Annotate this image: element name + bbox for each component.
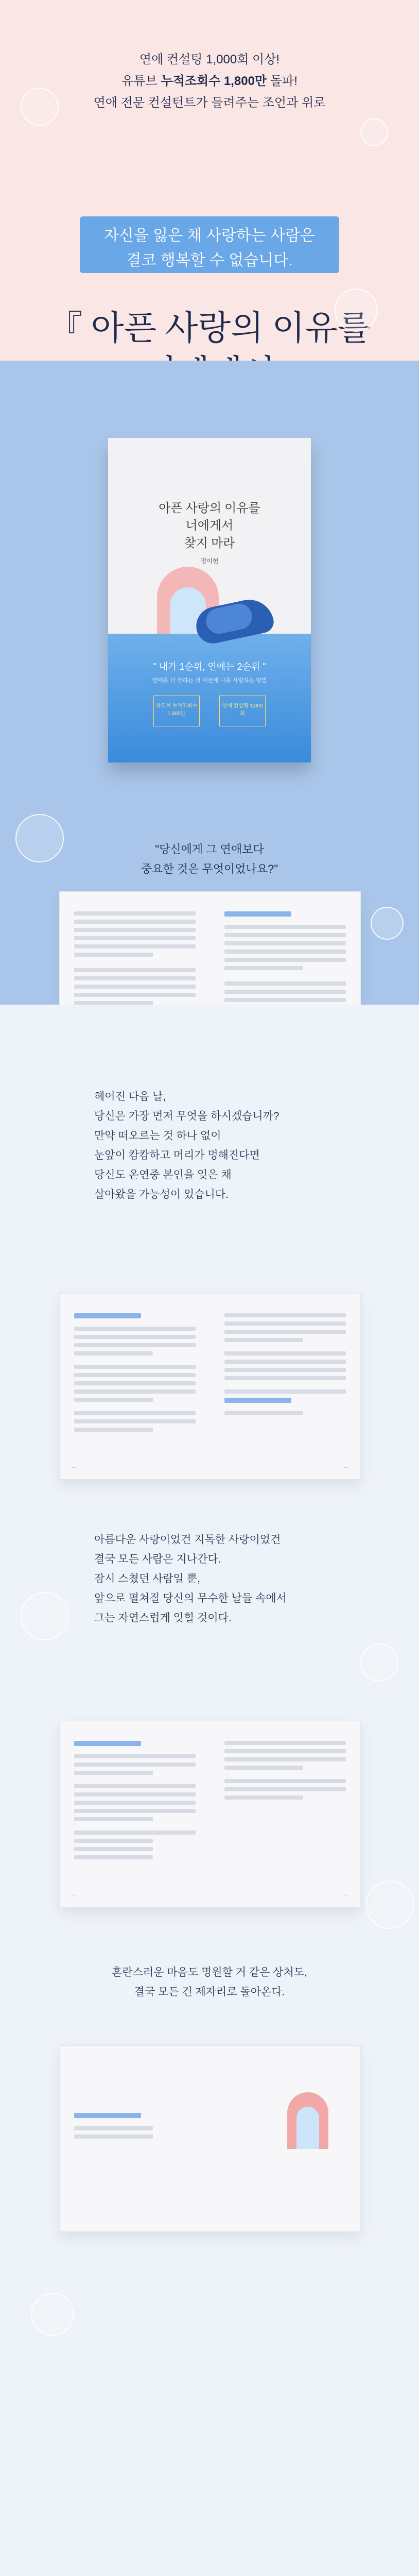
book-spread-3 <box>59 1721 361 1907</box>
intro-lines <box>0 49 419 114</box>
bubble-icon <box>15 814 64 862</box>
intro-line-3: 연애 전문 컨설턴트가 들려주는 조언과 위로 <box>93 96 326 110</box>
paragraph-2 <box>94 1530 352 1628</box>
intro-section <box>0 0 419 361</box>
book-subtitle: 연애를 더 잘하는 것 이전에 나를 사랑하는 방법 <box>152 677 267 684</box>
paragraph-1-line: 헤어진 다음 날, <box>94 1091 166 1103</box>
paragraph-2-line: 그는 자연스럽게 잊힐 것이다. <box>94 1612 232 1624</box>
right-text-block <box>224 911 346 1014</box>
spread-left-page <box>60 2046 211 2231</box>
paragraph-1-line: 살아왔을 가능성이 있습니다. <box>94 1189 229 1200</box>
badge-left: 유튜브 누적조회수 1,800만 <box>153 696 200 726</box>
bubble-icon <box>21 88 59 126</box>
paragraph-1 <box>94 1087 352 1205</box>
paragraph-2-line: 결국 모든 사람은 지나간다. <box>94 1553 221 1565</box>
content-preview-section <box>0 1005 419 2576</box>
book-title-line: 아픈 사랑의 이유를 <box>159 502 260 515</box>
bubble-icon <box>365 1880 414 1929</box>
paragraph-1-line: 당신도 온연중 본인을 잊은 채 <box>94 1169 232 1181</box>
page-number-right: ㅡ <box>343 1893 348 1898</box>
bubble-icon <box>31 2293 74 2336</box>
intro-line-2 <box>0 71 419 92</box>
page-number-left: ㅡ <box>72 1893 77 1898</box>
book-showcase-section <box>0 361 419 1005</box>
badge-right: 연애 컨설팅 1,000회 <box>219 696 266 726</box>
spread-right-page <box>210 1294 360 1479</box>
book-author: 정이현 <box>200 557 219 565</box>
book-cover-front <box>108 438 311 762</box>
sea-illustration <box>108 634 311 762</box>
paragraph-3-line: 결국 모든 건 제자리로 돌아온다. <box>134 1986 285 1998</box>
paragraph-2-line: 앞으로 펼쳐질 당신의 무수한 날들 속에서 <box>94 1592 287 1604</box>
intro-line-2c: 돌파! <box>267 74 298 88</box>
page-number-left: ㅡ <box>72 1465 77 1470</box>
paragraph-1-line: 당신은 가장 먼저 무엇을 하시겠습니까? <box>94 1110 280 1122</box>
spread-right-page <box>210 1721 360 1907</box>
left-text-block <box>74 911 196 1009</box>
bubble-icon <box>360 118 388 146</box>
left-text-block <box>74 1313 196 1436</box>
paragraph-3 <box>0 1963 419 2002</box>
spread-right-page <box>210 2046 360 2231</box>
spread-heading <box>0 840 419 879</box>
book-title-line: 찾지 마라 <box>184 537 235 550</box>
spread-heading-line-1: "당신에게 그 연애보다 <box>155 843 264 856</box>
right-text-block <box>224 1741 346 1804</box>
bubble-icon <box>360 1643 398 1682</box>
bubble-icon <box>371 907 404 940</box>
tagline-line-2: 결코 행복할 수 없습니다. <box>126 252 293 269</box>
paragraph-3-line: 혼란스러운 마음도 명원할 거 같은 상처도, <box>112 1967 307 1978</box>
paragraph-1-line: 눈앞이 캄캄하고 머리가 멍해진다면 <box>94 1149 260 1161</box>
book-spread-4 <box>59 2045 361 2232</box>
book-spread-2 <box>59 1293 361 1480</box>
paragraph-2-line: 잠시 스쳤던 사람일 뿐, <box>94 1573 200 1585</box>
spread-heading-line-2: 중요한 것은 무엇이었나요?" <box>141 862 278 875</box>
intro-line-2b: 누적조회수 1,800만 <box>161 74 267 88</box>
bubble-icon <box>21 1592 69 1640</box>
intro-line-2a: 유튜브 <box>121 74 161 88</box>
tagline-box <box>80 216 339 273</box>
bubble-icon <box>335 289 378 332</box>
book-cover <box>108 438 311 762</box>
spread-left-page <box>60 1721 211 1907</box>
spread-left-page <box>60 1294 211 1479</box>
book-title-line: 너에게서 <box>185 519 234 533</box>
book-title <box>108 500 311 552</box>
title-quote-line-1: 『 아픈 사랑의 이유를 <box>48 310 371 347</box>
paragraph-1-line: 만약 떠오르는 것 하나 없이 <box>94 1130 221 1142</box>
left-text-block <box>74 1741 196 1863</box>
arch-window-illustration <box>296 2107 319 2149</box>
paragraph-2-line: 아름다운 사랑이었건 지독한 사랑이었건 <box>94 1534 281 1546</box>
left-text-block <box>74 2113 196 2143</box>
book-blurb: " 내가 1순위, 연애는 2순위 " <box>153 662 266 672</box>
intro-line-1: 연애 컨설팅 1,000회 이상! <box>139 53 280 66</box>
tagline-line-1: 자신을 잃은 채 사랑하는 사람은 <box>103 227 316 244</box>
right-text-block <box>224 1313 346 1419</box>
page-number-right: ㅡ <box>343 1465 348 1470</box>
